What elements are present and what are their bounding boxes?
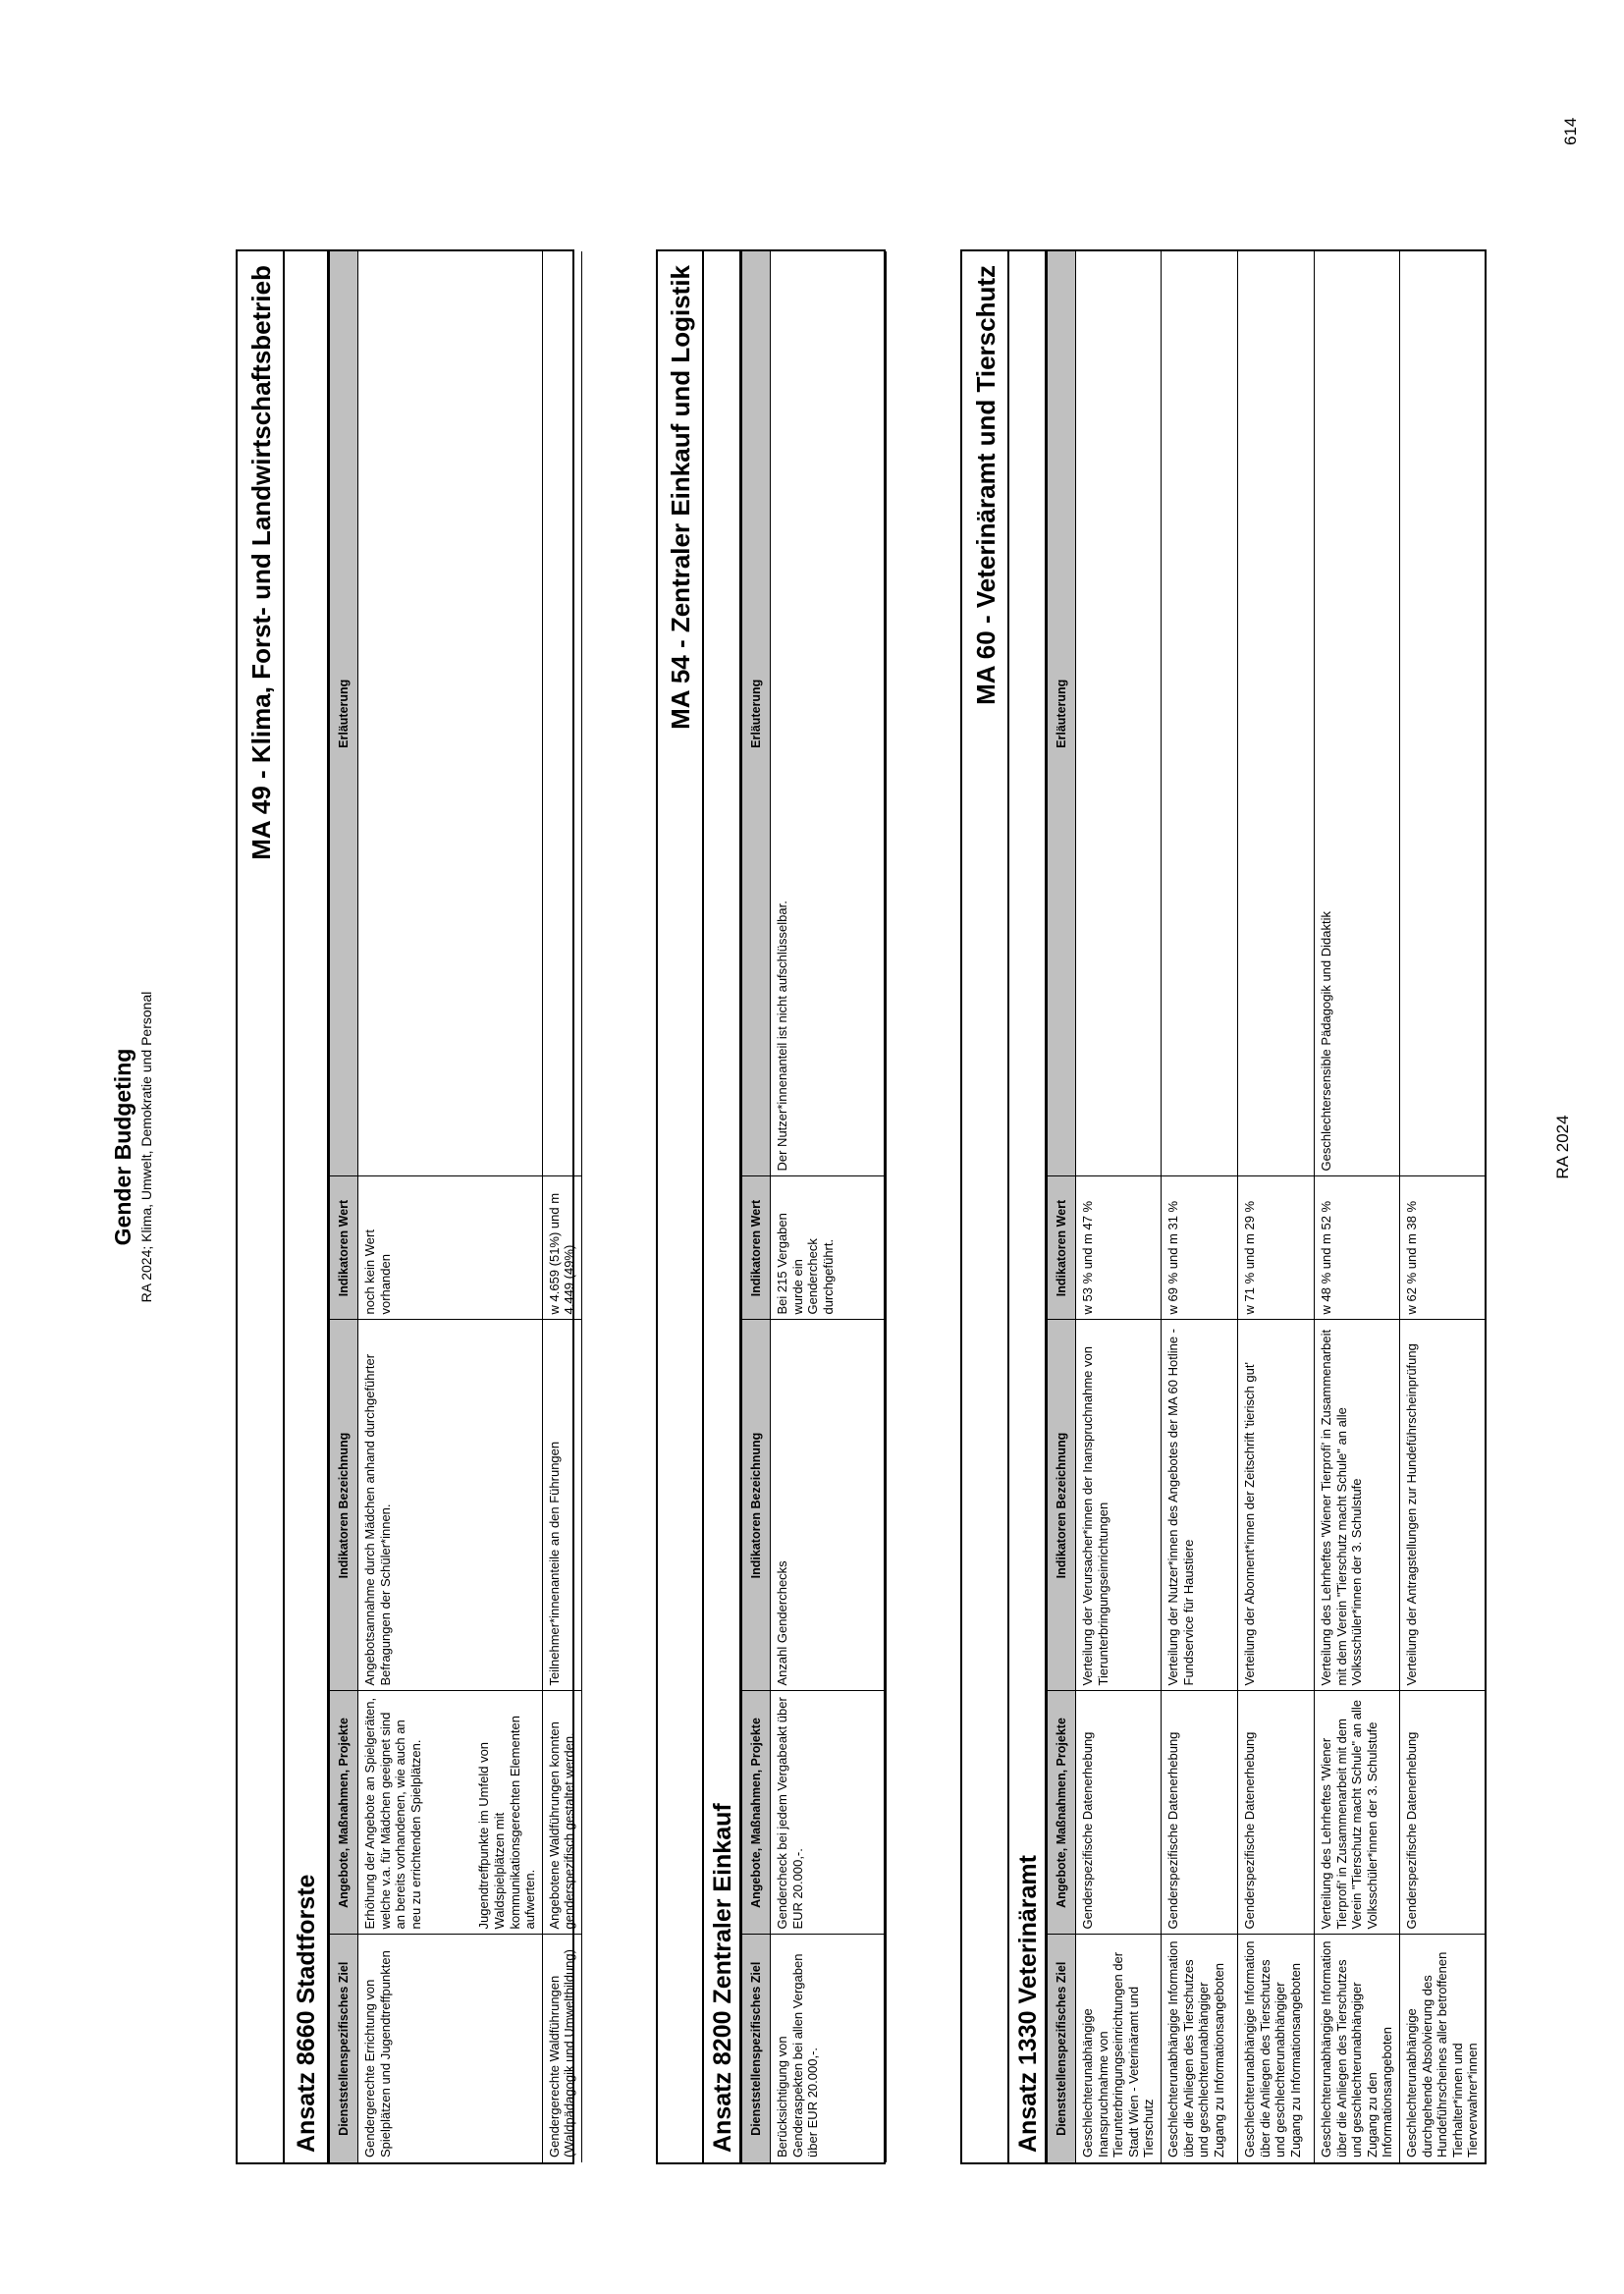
col-header: Indikatoren Bezeichnung bbox=[1048, 1320, 1076, 1691]
cell-angebote: Verteilung des Lehrheftes 'Wiener Tierprofi' in Zusammenarbeit mit dem Verein "Tierschutz macht Schule" an alle Volksschüler*innen der 3. Schulstufe bbox=[1314, 1691, 1399, 1935]
cell-angebote: Genderspezifische Datenerhebung bbox=[1076, 1691, 1162, 1935]
table-header-row bbox=[742, 251, 771, 2162]
col-header: Erläuterung bbox=[330, 251, 358, 1176]
cell-ziel: Geschlechterunabhängige Information über die Anliegen des Tierschutzes und geschlechterunabhängiger Zugang zu Informationsangeboten bbox=[1161, 1935, 1237, 2162]
col-header: Indikatoren Wert bbox=[330, 1176, 358, 1320]
cell-angebote: Genderspezifische Datenerhebung bbox=[1237, 1691, 1314, 1935]
gender-table bbox=[329, 251, 582, 2162]
cell-ziel: Gendergerechte Errichtung von Spielplätzen und Jugendtreffpunkten bbox=[358, 1935, 543, 2162]
ansatz-heading: Ansatz 1330 Veterinäramt bbox=[1009, 251, 1047, 2162]
cell-bezeichnung: Verteilung der Nutzer*innen des Angebotes der MA 60 Hotline - Fundservice für Haustiere bbox=[1161, 1320, 1237, 1691]
cell-wert: w 48 % und m 52 % bbox=[1314, 1176, 1399, 1320]
cell-erlaeuterung bbox=[1076, 251, 1162, 1176]
cell-angebote: Genderspezifische Datenerhebung bbox=[1161, 1691, 1237, 1935]
page-footer: RA 2024 bbox=[1553, 1115, 1572, 1179]
cell-angebote: Genderspezifische Datenerhebung bbox=[1399, 1691, 1485, 1935]
cell-wert: Bei 215 Vergaben wurde ein Gendercheck durchgeführt. bbox=[771, 1176, 887, 1320]
cell-angebote: Gendercheck bei jedem Vergabeakt über EUR 20.000,-. bbox=[771, 1691, 887, 1935]
table-row bbox=[1314, 251, 1399, 2162]
cell-bezeichnung: Verteilung des Lehrheftes 'Wiener Tierprofi' in Zusammenarbeit mit dem Verein "Tierschutz macht Schule" an alle Volksschüler*innen der 3. Schulstufe bbox=[1314, 1320, 1399, 1691]
table-header-row bbox=[330, 251, 358, 2162]
page-title: Gender Budgeting bbox=[110, 1048, 135, 1246]
cell-erlaeuterung bbox=[1237, 251, 1314, 1176]
cell-ziel: Berücksichtigung von Genderaspekten bei allen Vergaben über EUR 20.000,-. bbox=[771, 1935, 887, 2162]
col-header: Dienststellenspezifisches Ziel bbox=[742, 1935, 771, 2162]
col-header: Angebote, Maßnahmen, Projekte bbox=[742, 1691, 771, 1935]
ansatz-heading: Ansatz 8660 Stadtforste bbox=[285, 251, 329, 2162]
table-row bbox=[1161, 251, 1237, 2162]
col-header: Erläuterung bbox=[742, 251, 771, 1176]
cell-ziel: Gendergerechte Waldführungen (Waldpädagogik und Umweltbildung) bbox=[542, 1935, 581, 2162]
cell-wert: w 53 % und m 47 % bbox=[1076, 1176, 1162, 1320]
page-number: 614 bbox=[1561, 117, 1580, 145]
col-header: Dienststellenspezifisches Ziel bbox=[1048, 1935, 1076, 2162]
cell-wert: w 62 % und m 38 % bbox=[1399, 1176, 1485, 1320]
cell-wert: w 4.659 (51%) und m 4.449 (49%) bbox=[542, 1176, 581, 1320]
cell-ziel: Geschlechterunabhängige durchgehende Absolvierung des Hundeführscheines aller betroffenen Tierhalter*innen und Tierverwahrer*innen bbox=[1399, 1935, 1485, 2162]
col-header: Indikatoren Wert bbox=[1048, 1176, 1076, 1320]
cell-erlaeuterung bbox=[1161, 251, 1237, 1176]
col-header: Indikatoren Wert bbox=[742, 1176, 771, 1320]
table-row bbox=[358, 251, 543, 2162]
cell-bezeichnung: Teilnehmer*innenanteile an den Führungen bbox=[542, 1320, 581, 1691]
table-header-row bbox=[1048, 251, 1076, 2162]
ansatz-heading: Ansatz 8200 Zentraler Einkauf bbox=[704, 251, 741, 2162]
dept-heading: MA 60 - Veterinäramt und Tierschutz bbox=[962, 251, 1009, 2162]
col-header: Erläuterung bbox=[1048, 251, 1076, 1176]
cell-bezeichnung: Anzahl Genderchecks bbox=[771, 1320, 887, 1691]
col-header: Angebote, Maßnahmen, Projekte bbox=[330, 1691, 358, 1935]
cell-bezeichnung: Verteilung der Antragstellungen zur Hundeführscheinprüfung bbox=[1399, 1320, 1485, 1691]
table-row bbox=[542, 251, 581, 2162]
table-row bbox=[771, 251, 887, 2162]
cell-angebote bbox=[358, 1691, 543, 1935]
table-row bbox=[1237, 251, 1314, 2162]
col-header: Indikatoren Bezeichnung bbox=[330, 1320, 358, 1691]
gender-table bbox=[1047, 251, 1486, 2162]
cell-wert: w 69 % und m 31 % bbox=[1161, 1176, 1237, 1320]
cell-wert: noch kein Wert vorhanden bbox=[358, 1176, 543, 1320]
cell-erlaeuterung bbox=[542, 251, 581, 1176]
cell-bezeichnung: Verteilung der Abonnent*innen der Zeitschrift 'tierisch gut' bbox=[1237, 1320, 1314, 1691]
cell-erlaeuterung bbox=[1399, 251, 1485, 1176]
col-header: Dienststellenspezifisches Ziel bbox=[330, 1935, 358, 2162]
dept-heading: MA 49 - Klima, Forst- und Landwirtschaftsbetrieb bbox=[238, 251, 285, 2162]
cell-ziel: Geschlechterunabhängige Information über die Anliegen des Tierschutzes und geschlechterunabhängiger Zugang zu Informationsangeboten bbox=[1237, 1935, 1314, 2162]
block-ma49 bbox=[236, 249, 577, 2164]
block-ma60 bbox=[960, 249, 1487, 2164]
cell-ziel: Geschlechterunabhängige Information über die Anliegen des Tierschutzes und geschlechterunabhängiger Zugang zu den Informationsangeboten bbox=[1314, 1935, 1399, 2162]
angebote-text: Erhöhung der Angebote an Spielgeräten, welche v.a. für Mädchen geeignet sind an bereits vorhandenen, wie auch an neu zu errichtenden Spielplätzen. bbox=[362, 1697, 423, 1930]
table-row bbox=[1076, 251, 1162, 2162]
block-ma54 bbox=[656, 249, 886, 2164]
gender-table bbox=[741, 251, 887, 2162]
cell-erlaeuterung: Der Nutzer*innenanteil ist nicht aufschlüsselbar. bbox=[771, 251, 887, 1176]
cell-ziel: Geschlechterunabhängige Inanspruchnahme von Tierunterbringungseinrichtungen der Stadt Wien - Veterinäramt und Tierschutz bbox=[1076, 1935, 1162, 2162]
cell-bezeichnung: Verteilung der Verursacher*innen der Inanspruchnahme von Tierunterbringungseinrichtungen bbox=[1076, 1320, 1162, 1691]
cell-wert: w 71 % und m 29 % bbox=[1237, 1176, 1314, 1320]
table-row bbox=[1399, 251, 1485, 2162]
col-header: Angebote, Maßnahmen, Projekte bbox=[1048, 1691, 1076, 1935]
cell-angebote: Angebotene Waldführungen konnten genderspezifisch gestaltet werden. bbox=[542, 1691, 581, 1935]
angebote-text-2: Jugendtreffpunkte im Umfeld von Waldspielplätzen mit kommunikationsgerechten Elementen aufwerten. bbox=[476, 1715, 538, 1930]
page-header bbox=[110, 0, 154, 2294]
dept-heading: MA 54 - Zentraler Einkauf und Logistik bbox=[658, 251, 704, 2162]
cell-erlaeuterung bbox=[358, 251, 543, 1176]
page-subtitle: RA 2024; Klima, Umwelt, Demokratie und Personal bbox=[138, 991, 154, 1303]
col-header: Indikatoren Bezeichnung bbox=[742, 1320, 771, 1691]
cell-bezeichnung: Angebotsannahme durch Mädchen anhand durchgeführter Befragungen der Schüler*innen. bbox=[358, 1320, 543, 1691]
cell-erlaeuterung: Geschlechtersensible Pädagogik und Didaktik bbox=[1314, 251, 1399, 1176]
